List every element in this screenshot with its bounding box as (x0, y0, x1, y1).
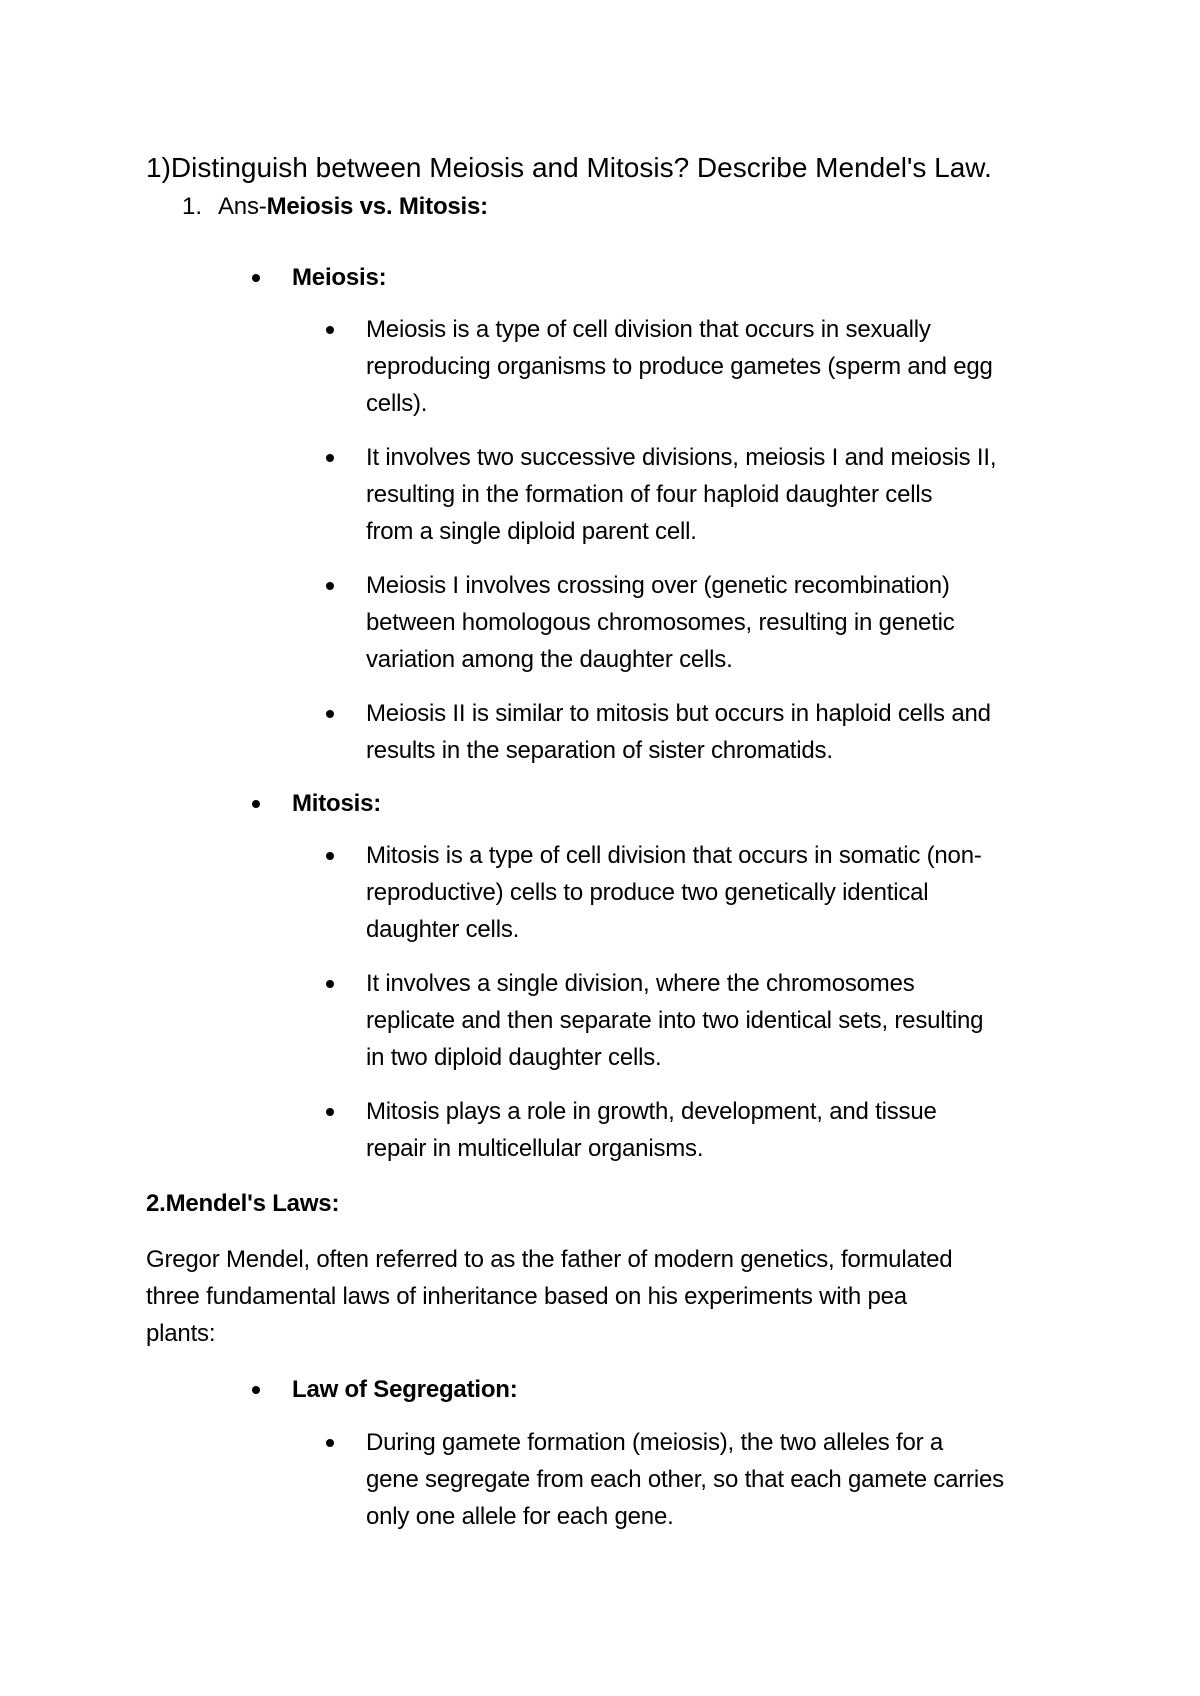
meiosis-point-4-line-2: results in the separation of sister chromatids. (366, 737, 833, 764)
meiosis-heading: Meiosis: (292, 264, 387, 291)
bullet-icon (326, 454, 334, 462)
bullet-icon (252, 800, 260, 808)
mitosis-point-2-line-3: in two diploid daughter cells. (366, 1044, 662, 1071)
bullet-icon (252, 1386, 260, 1394)
meiosis-point-3-line-1: Meiosis I involves crossing over (genetic recombination) (366, 572, 950, 599)
meiosis-point-1-line-1: Meiosis is a type of cell division that occurs in sexually (366, 316, 931, 343)
bullet-icon (326, 980, 334, 988)
answer-number: 1. (182, 193, 203, 220)
answer-prefix: Ans- (218, 193, 267, 220)
segregation-point-line-3: only one allele for each gene. (366, 1503, 674, 1530)
mitosis-heading: Mitosis: (292, 790, 382, 817)
meiosis-point-3-line-2: between homologous chromosomes, resulting in genetic (366, 609, 955, 636)
mendel-heading: 2.Mendel's Laws: (146, 1190, 340, 1217)
segregation-point-line-1: During gamete formation (meiosis), the two alleles for a (366, 1429, 944, 1456)
mitosis-point-1-line-1: Mitosis is a type of cell division that occurs in somatic (non- (366, 842, 982, 869)
answer-heading-bold: Meiosis vs. Mitosis: (266, 193, 488, 220)
mitosis-point-1-line-3: daughter cells. (366, 916, 520, 943)
meiosis-point-2-line-2: resulting in the formation of four haploid daughter cells (366, 481, 933, 508)
mendel-intro-line-1: Gregor Mendel, often referred to as the father of modern genetics, formulated (146, 1246, 953, 1273)
meiosis-point-1-line-3: cells). (366, 390, 428, 417)
bullet-icon (252, 274, 260, 282)
law-segregation-heading: Law of Segregation: (292, 1376, 518, 1403)
meiosis-point-4-line-1: Meiosis II is similar to mitosis but occurs in haploid cells and (366, 700, 991, 727)
mitosis-point-2-line-1: It involves a single division, where the chromosomes (366, 970, 915, 997)
mitosis-point-3-line-1: Mitosis plays a role in growth, development, and tissue (366, 1098, 937, 1125)
mendel-intro-line-3: plants: (146, 1320, 216, 1347)
segregation-point-line-2: gene segregate from each other, so that each gamete carries (366, 1466, 1004, 1493)
mitosis-point-3-line-2: repair in multicellular organisms. (366, 1135, 704, 1162)
bullet-icon (326, 326, 334, 334)
answer-heading (218, 189, 488, 225)
mendel-intro-line-2: three fundamental laws of inheritance based on his experiments with pea (146, 1283, 907, 1310)
meiosis-point-3-line-3: variation among the daughter cells. (366, 646, 733, 673)
meiosis-point-2-line-3: from a single diploid parent cell. (366, 518, 697, 545)
bullet-icon (326, 582, 334, 590)
bullet-icon (326, 710, 334, 718)
mitosis-point-1-line-2: reproductive) cells to produce two genetically identical (366, 879, 929, 906)
meiosis-point-1-line-2: reproducing organisms to produce gametes (sperm and egg (366, 353, 993, 380)
bullet-icon (326, 852, 334, 860)
mitosis-point-2-line-2: replicate and then separate into two identical sets, resulting (366, 1007, 984, 1034)
bullet-icon (326, 1439, 334, 1447)
document-title: 1)Distinguish between Meiosis and Mitosis? Describe Mendel's Law. (146, 152, 992, 183)
meiosis-point-2-line-1: It involves two successive divisions, meiosis I and meiosis II, (366, 444, 997, 471)
bullet-icon (326, 1108, 334, 1116)
